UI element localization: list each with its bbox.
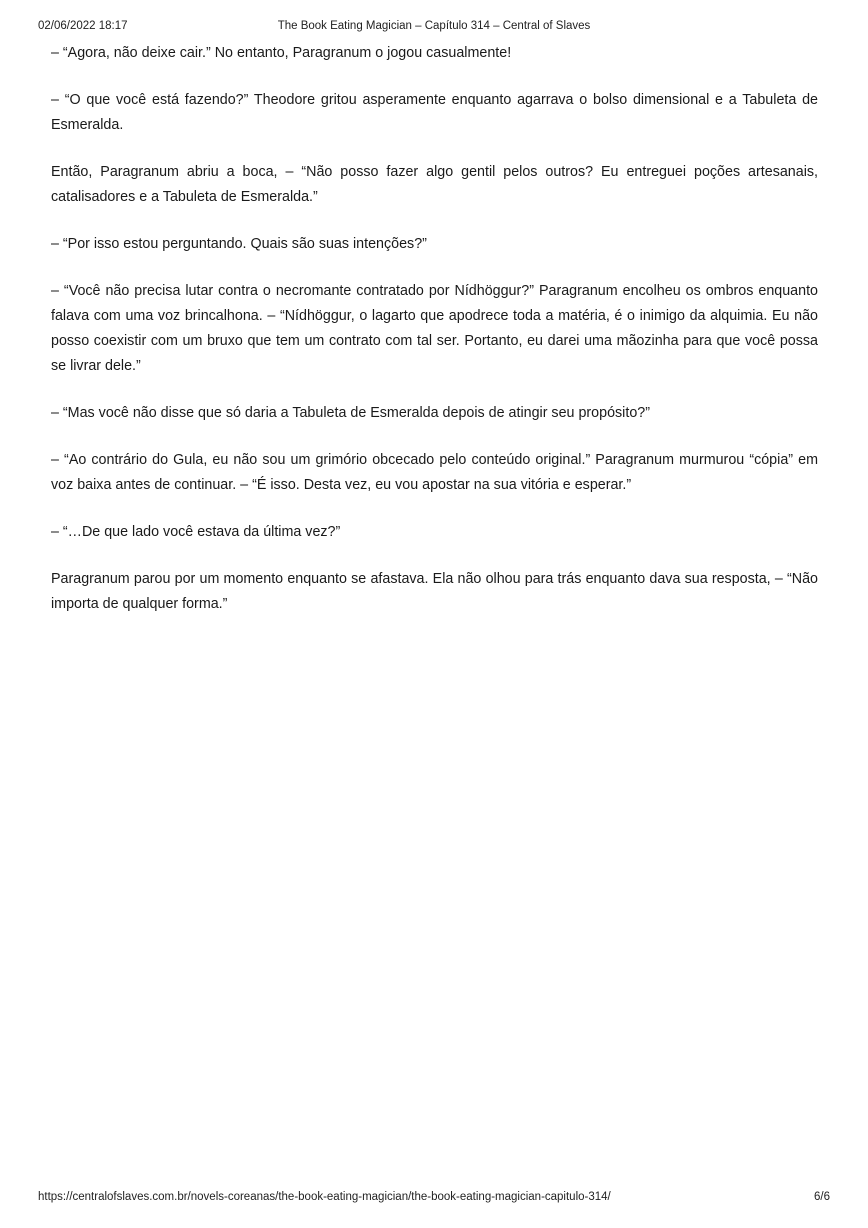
print-header <box>38 20 830 36</box>
page-number: 6/6 <box>814 1191 830 1203</box>
print-datetime: 02/06/2022 18:17 <box>38 20 128 32</box>
source-url: https://centralofslaves.com.br/novels-coreanas/the-book-eating-magician/the-book-eating-magician-capitulo-314/ <box>38 1191 611 1203</box>
paragraph: – “Ao contrário do Gula, eu não sou um grimório obcecado pelo conteúdo original.” Paragranum murmurou “cópia” em voz baixa antes de continuar. – “É isso. Desta vez, eu vou apostar na sua vitória e esperar.” <box>51 452 818 493</box>
paragraph: – “O que você está fazendo?” Theodore gritou asperamente enquanto agarrava o bolso dimensional e a Tabuleta de Esmeralda. <box>51 92 818 133</box>
document-title: The Book Eating Magician – Capítulo 314 – Central of Slaves <box>277 20 591 32</box>
paragraph: – “…De que lado você estava da última vez?” <box>51 524 341 540</box>
paragraph: – “Você não precisa lutar contra o necromante contratado por Nídhöggur?” Paragranum encolheu os ombros enquanto falava com uma voz brincalhona. – “Nídhöggur, o lagarto que apodrece toda a matéria, é o inimigo da alquimia. Eu não posso coexistir com um bruxo que tem um contrato com tal ser. Portanto, eu darei uma mãozinha para que você possa se livrar dele.” <box>51 283 818 374</box>
paragraph: – “Por isso estou perguntando. Quais são suas intenções?” <box>51 236 427 252</box>
paragraph: Então, Paragranum abriu a boca, – “Não posso fazer algo gentil pelos outros? Eu entreguei poções artesanais, catalisadores e a Tabuleta de Esmeralda.” <box>51 164 818 205</box>
paragraph: – “Agora, não deixe cair.” No entanto, Paragranum o jogou casualmente! <box>51 45 512 61</box>
paragraph: Paragranum parou por um momento enquanto se afastava. Ela não olhou para trás enquanto dava sua resposta, – “Não importa de qualquer forma.” <box>51 571 818 612</box>
paragraph: – “Mas você não disse que só daria a Tabuleta de Esmeralda depois de atingir seu propósito?” <box>51 405 650 421</box>
chapter-text <box>51 41 818 639</box>
print-footer <box>38 1191 830 1207</box>
